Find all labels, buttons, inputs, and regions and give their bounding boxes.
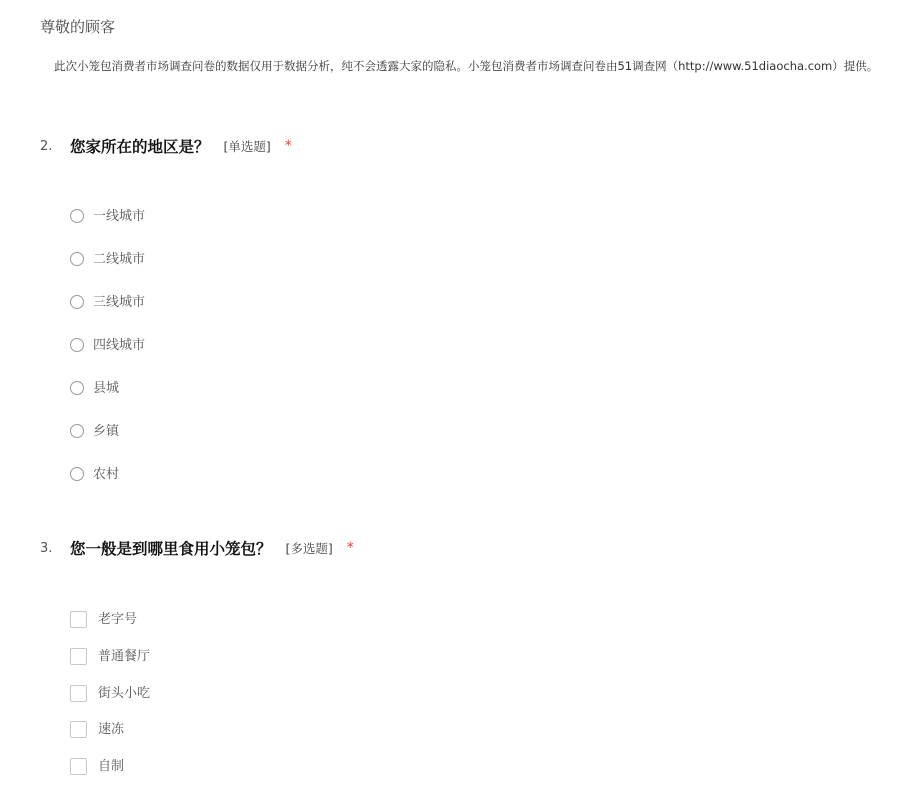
checkbox[interactable]: [70, 685, 87, 702]
radio-option[interactable]: [70, 423, 145, 466]
option-label[interactable]: 农村: [93, 467, 120, 482]
intro-text: 此次小笼包消费者市场调查问卷的数据仅用于数据分析，纯不会透露大家的隐私。小笼包消费者市场调查问卷由51调查网（http://www.51diaocha.com）提供。: [54, 59, 879, 73]
option-label[interactable]: 三线城市: [93, 295, 146, 310]
question-type-label: [多选题]: [285, 541, 333, 556]
option-label[interactable]: 自制: [98, 759, 125, 775]
option-label[interactable]: 一线城市: [93, 209, 146, 224]
radio-button[interactable]: [70, 467, 84, 481]
option-label[interactable]: 二线城市: [93, 252, 146, 267]
question-2-header: [40, 134, 292, 158]
radio-option[interactable]: [70, 294, 145, 337]
checkbox-option[interactable]: [70, 721, 150, 758]
checkbox[interactable]: [70, 758, 87, 775]
radio-option[interactable]: [70, 208, 145, 251]
question-title: 您一般是到哪里食用小笼包？: [70, 540, 272, 558]
checkbox-option[interactable]: [70, 648, 150, 685]
option-label[interactable]: 速冻: [98, 722, 125, 738]
greeting-text: 尊敬的顾客: [40, 18, 116, 36]
checkbox-option[interactable]: [70, 685, 150, 722]
option-label[interactable]: 街头小吃: [98, 685, 151, 701]
question-number: 2.: [40, 138, 53, 154]
checkbox[interactable]: [70, 611, 87, 628]
option-label[interactable]: 县城: [93, 381, 120, 396]
question-title: 您家所在的地区是？: [70, 138, 210, 156]
option-label[interactable]: 普通餐厅: [98, 648, 151, 664]
radio-option[interactable]: [70, 380, 145, 423]
required-marker: *: [284, 138, 292, 154]
checkbox[interactable]: [70, 721, 87, 738]
question-type-label: [单选题]: [223, 139, 271, 154]
radio-button[interactable]: [70, 209, 84, 223]
radio-button[interactable]: [70, 381, 84, 395]
radio-option[interactable]: [70, 251, 145, 294]
option-label[interactable]: 乡镇: [93, 424, 120, 439]
radio-button[interactable]: [70, 338, 84, 352]
required-marker: *: [346, 540, 354, 556]
radio-button[interactable]: [70, 295, 84, 309]
radio-option[interactable]: [70, 337, 145, 380]
question-3-options: [70, 611, 150, 795]
question-2-options: [70, 208, 145, 509]
checkbox-option[interactable]: [70, 758, 150, 795]
checkbox-option[interactable]: [70, 611, 150, 648]
question-number: 3.: [40, 540, 53, 556]
option-label[interactable]: 四线城市: [93, 338, 146, 353]
checkbox[interactable]: [70, 648, 87, 665]
radio-option[interactable]: [70, 466, 145, 509]
question-3-header: [40, 536, 354, 560]
radio-button[interactable]: [70, 252, 84, 266]
radio-button[interactable]: [70, 424, 84, 438]
option-label[interactable]: 老字号: [98, 612, 138, 627]
